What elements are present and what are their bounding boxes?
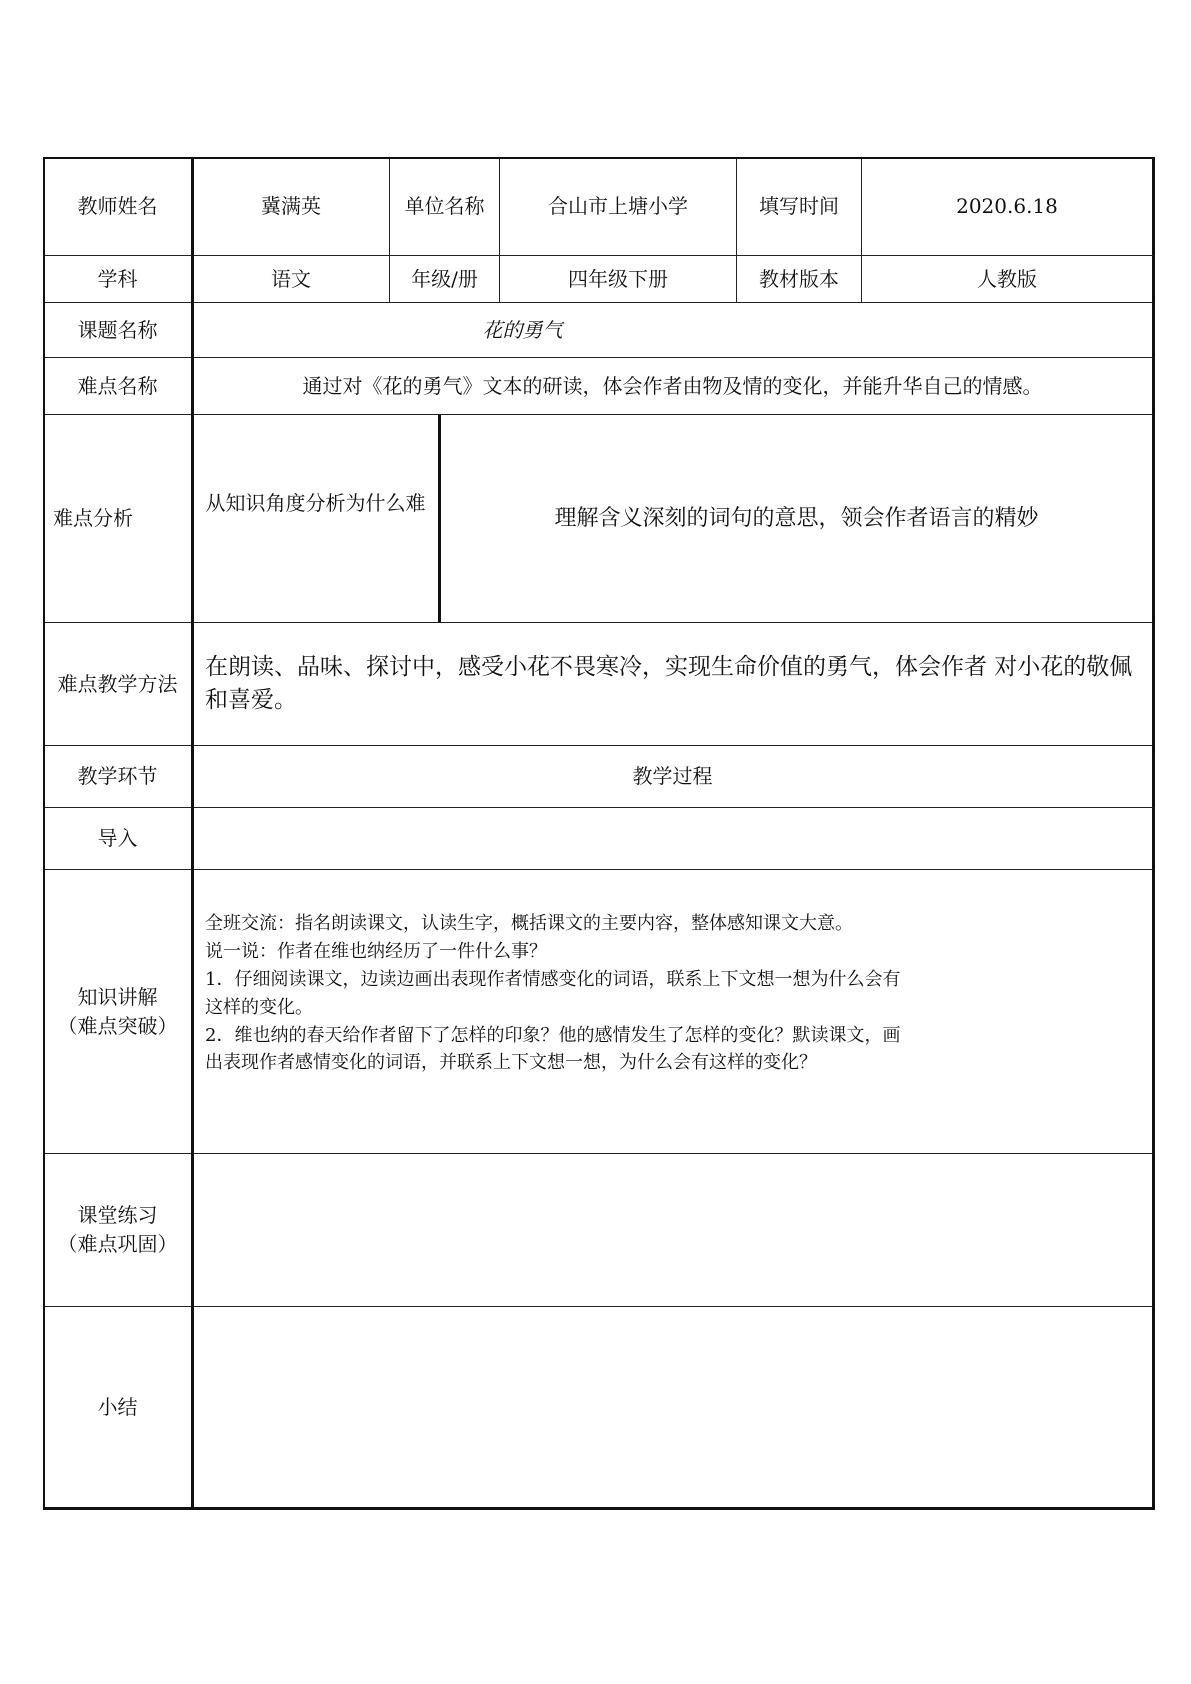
intro-label: 导入 bbox=[43, 808, 193, 870]
topic-label: 课题名称 bbox=[43, 303, 193, 358]
topic-value: 花的勇气 bbox=[193, 303, 1155, 358]
process-step-label: 教学环节 bbox=[43, 746, 193, 808]
difficulty-value: 通过对《花的勇气》文本的研读，体会作者由物及情的变化，并能升华自己的情感。 bbox=[193, 358, 1155, 415]
knowledge-line: 1．仔细阅读课文，边读边画出表现作者情感变化的词语，联系上下文想一想为什么会有 bbox=[205, 968, 901, 990]
unit-name-label: 单位名称 bbox=[390, 157, 500, 256]
grade-value: 四年级下册 bbox=[500, 256, 737, 303]
knowledge-line: 这样的变化。 bbox=[205, 996, 313, 1018]
grade-label: 年级/册 bbox=[390, 256, 500, 303]
knowledge-line: 出表现作者感情变化的词语，并联系上下文想一想，为什么会有这样的变化？ bbox=[205, 1052, 817, 1074]
intro-value bbox=[193, 808, 1155, 870]
teacher-name-value: 冀满英 bbox=[193, 157, 390, 256]
subject-value: 语文 bbox=[193, 256, 390, 303]
summary-value bbox=[193, 1307, 1155, 1510]
label-column-divider bbox=[191, 157, 194, 1510]
practice-label-line1: 课堂练习 bbox=[77, 1203, 158, 1227]
knowledge-line: 2．维也纳的春天给作者留下了怎样的印象？他的感情发生了怎样的变化？默读课文，画 bbox=[205, 1024, 901, 1046]
unit-name-value: 合山市上塘小学 bbox=[500, 157, 737, 256]
practice-value bbox=[193, 1154, 1155, 1307]
method-label: 难点教学方法 bbox=[43, 623, 193, 746]
lesson-plan-table bbox=[43, 157, 1155, 1510]
analysis-value: 理解含义深刻的词句的意思，领会作者语言的精妙 bbox=[441, 415, 1155, 623]
process-header-value: 教学过程 bbox=[193, 746, 1155, 808]
subject-label: 学科 bbox=[43, 256, 193, 303]
method-value: 在朗读、品味、探讨中，感受小花不畏寒冷，实现生命价值的勇气，体会作者 对小花的敬佩和喜爱。 bbox=[193, 623, 1155, 746]
edition-label: 教材版本 bbox=[737, 256, 862, 303]
knowledge-line: 全班交流：指名朗读课文，认读生字，概括课文的主要内容，整体感知课文大意。 bbox=[205, 913, 853, 934]
knowledge-line: 说一说：作者在维也纳经历了一件什么事？ bbox=[205, 940, 547, 962]
practice-label-line2: （难点巩固） bbox=[57, 1232, 178, 1256]
knowledge-label-line1: 知识讲解 bbox=[77, 984, 158, 1009]
practice-label bbox=[43, 1154, 193, 1307]
analysis-sub-label: 从知识角度分析为什么难 bbox=[193, 415, 441, 623]
knowledge-label-line2: （难点突破） bbox=[57, 1013, 178, 1038]
difficulty-label: 难点名称 bbox=[43, 358, 193, 415]
fill-date-label: 填写时间 bbox=[737, 157, 862, 256]
edition-value: 人教版 bbox=[862, 256, 1155, 303]
summary-label: 小结 bbox=[43, 1307, 193, 1510]
fill-date-value: 2020.6.18 bbox=[862, 157, 1155, 256]
knowledge-label bbox=[43, 870, 193, 1154]
teacher-name-label: 教师姓名 bbox=[43, 157, 193, 256]
knowledge-content bbox=[193, 870, 1155, 1154]
analysis-label: 难点分析 bbox=[43, 415, 193, 623]
